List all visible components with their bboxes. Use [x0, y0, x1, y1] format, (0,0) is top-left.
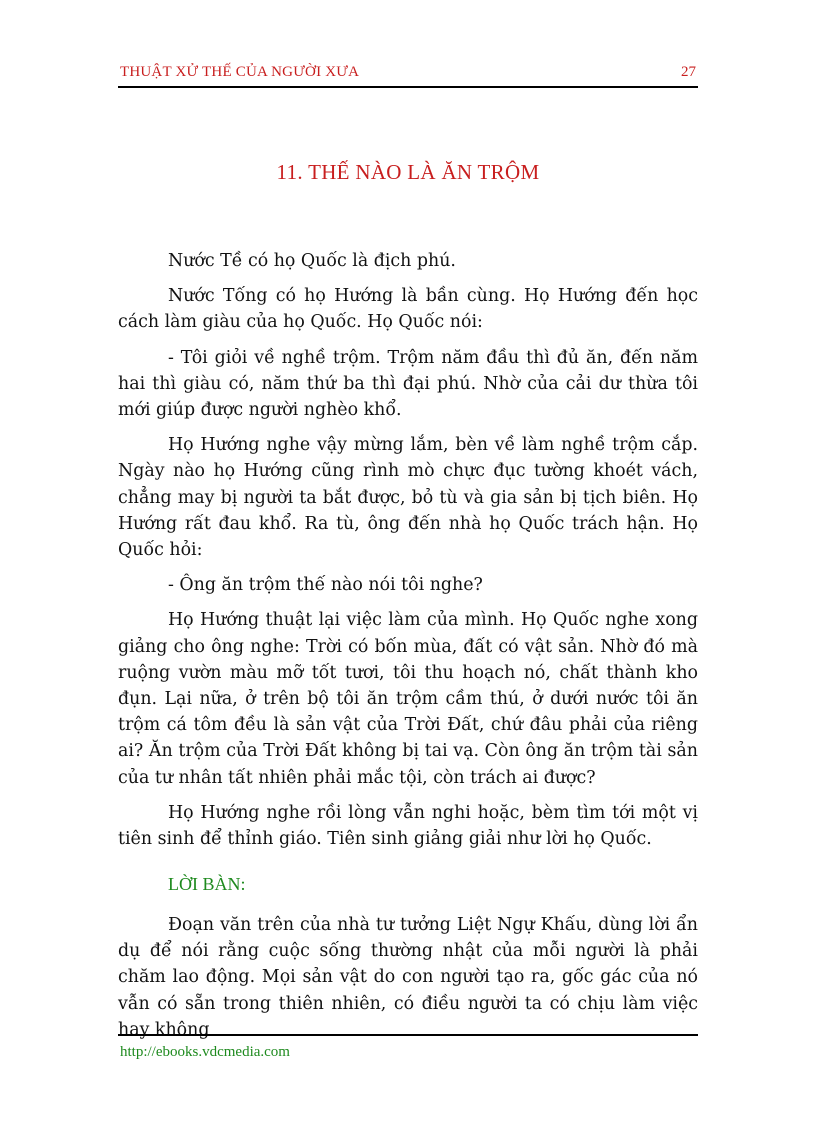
- page-number: 27: [681, 64, 696, 80]
- paragraph: Nước Tống có họ Hướng là bần cùng. Họ Hướng đến học cách làm giàu của họ Quốc. Họ Quốc nói:: [118, 286, 698, 333]
- paragraph: Họ Hướng nghe rồi lòng vẫn nghi hoặc, bèm tìm tới một vị tiên sinh để thỉnh giáo. Tiên sinh giảng giải như lời họ Quốc.: [118, 802, 698, 850]
- paragraph: - Ông ăn trộm thế nào nói tôi nghe?: [168, 575, 483, 596]
- commentary-body: [118, 912, 698, 1043]
- paragraph: - Tôi giỏi về nghề trộm. Trộm năm đầu thì đủ ăn, đến năm hai thì giàu có, năm thứ ba thì đại phú. Nhờ của cải dư thừa tôi mới giúp được người nghèo khổ.: [118, 347, 698, 421]
- book-title: THUẬT XỬ THẾ CỦA NGƯỜI XƯA: [120, 64, 360, 80]
- story-body: [118, 248, 698, 861]
- paragraph: Họ Hướng nghe vậy mừng lắm, bèn về làm nghề trộm cắp. Ngày nào họ Hướng cũng rình mò chực đục tường khoét vách, chẳng may bị người ta bắt được, bỏ tù và gia sản bị tịch biên. Họ Hướng rất đau khổ. Ra tù, ông đến nhà họ Quốc trách hận. Họ Quốc hỏi:: [118, 435, 698, 561]
- footer-link[interactable]: http://ebooks.vdcmedia.com: [120, 1044, 290, 1060]
- page-header: [118, 62, 698, 88]
- commentary-paragraph: Đoạn văn trên của nhà tư tưởng Liệt Ngự Khấu, dùng lời ẩn dụ để nói rằng cuộc sống thường nhật của mỗi người là phải chăm lao động. Mọi sản vật do con người tạo ra, gốc gác của nó vẫn có sẵn trong thiên nhiên, có điều người ta có chịu làm việc hay không: [118, 915, 698, 1040]
- paragraph: Nước Tề có họ Quốc là địch phú.: [168, 251, 456, 271]
- commentary-label: LỜI BÀN:: [168, 874, 246, 894]
- page-footer: [118, 1034, 698, 1060]
- paragraph: Họ Hướng thuật lại việc làm của mình. Họ Quốc nghe xong giảng cho ông nghe: Trời có bốn mùa, đất có vật sản. Nhờ đó mà ruộng vườn màu mỡ tốt tươi, tôi thu hoạch nó, chất thành kho đụn. Lại nữa, ở trên bộ tôi ăn trộm cầm thú, ở dưới nước tôi ăn trộm cá tôm đều là sản vật của Trời Đất, chứ đâu phải của riêng ai? Ăn trộm của Trời Đất không bị tai vạ. Còn ông ăn trộm tài sản của tư nhân tất nhiên phải mắc tội, còn trách ai được?: [118, 610, 698, 788]
- chapter-title: 11. THẾ NÀO LÀ ĂN TRỘM: [276, 160, 540, 184]
